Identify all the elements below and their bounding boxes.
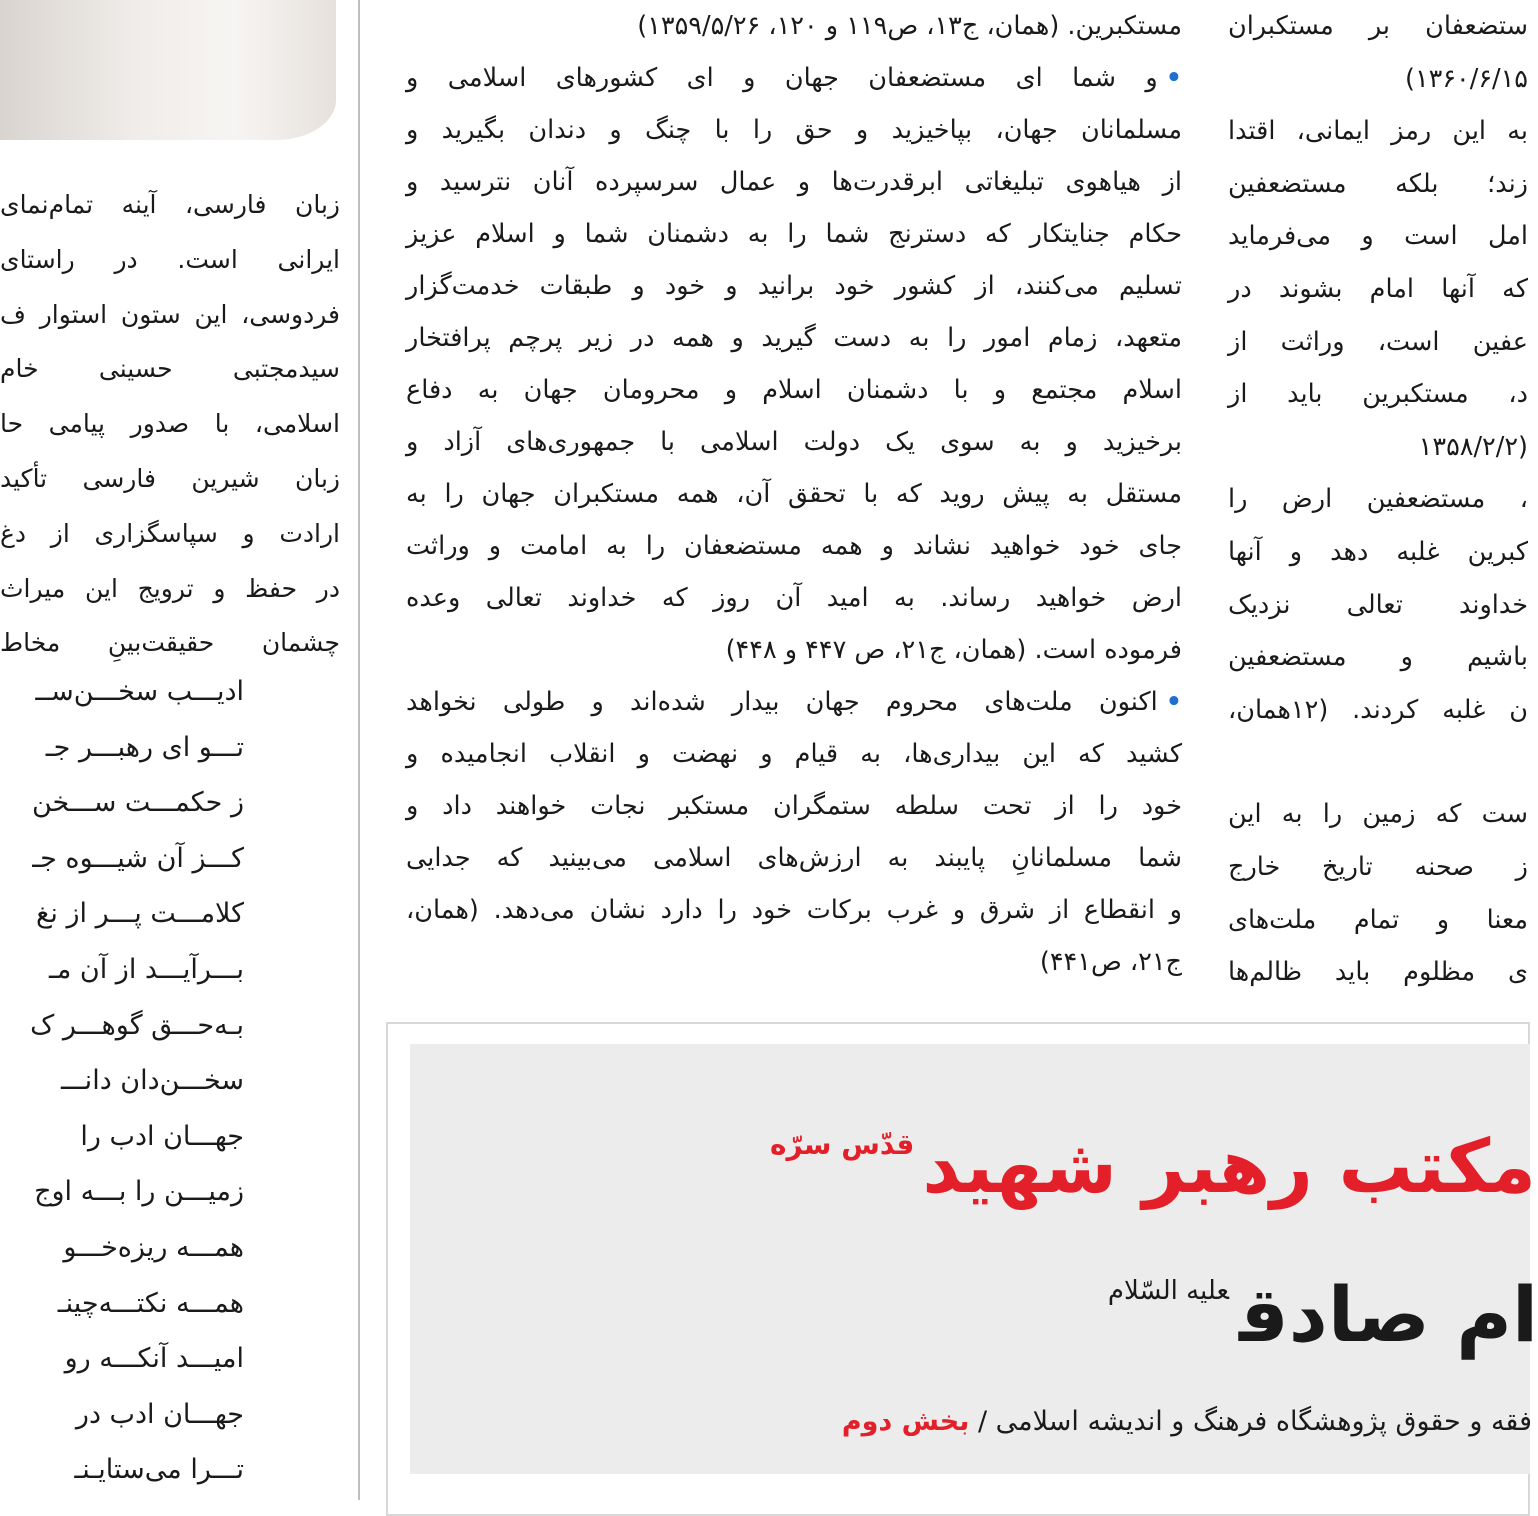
citation-line: فرموده است. (همان، ج۲۱، ص ۴۴۷ و ۴۴۸) xyxy=(725,635,1182,665)
poem-line: تـــرا می‌ستایـنـ xyxy=(74,1454,244,1486)
left-prose-line: سیدمجتبی حسینی خام xyxy=(0,354,340,384)
paragraph-line xyxy=(406,52,1182,104)
article-banner xyxy=(386,1022,1538,1516)
poem-line: ز حکمـــت ســـخن xyxy=(32,787,244,819)
paragraph-line: از هیاهوی تبلیغاتی ابرقدرت‌ها و عمال سرسپرده آنان نترسید و xyxy=(406,167,1182,197)
paragraph-line: تسلیم می‌کنند، از کشور خود برانید و خود و طبقات خدمت‌گزار xyxy=(406,271,1182,301)
paragraph-line: د، مستکبرین باید از xyxy=(1228,379,1528,410)
left-article-prose xyxy=(0,178,340,671)
left-prose-line: زبان فارسی، آینه تمام‌نمای xyxy=(0,190,340,219)
byline xyxy=(842,1406,1532,1437)
portrait-photo-fragment xyxy=(0,0,336,140)
column-divider xyxy=(358,0,360,1500)
left-prose-line: ایرانی است. در راستای xyxy=(0,244,340,274)
paragraph-line: اسلام مجتمع و با دشمنان اسلام و محرومان جهان به دفاع xyxy=(406,375,1182,405)
paragraph-line: عفین است، وراثت از xyxy=(1228,326,1528,357)
right-article-column xyxy=(1228,0,1528,999)
paragraph-line: زند؛ بلکه مستضعفین xyxy=(1228,168,1528,199)
paragraph-line: که آنها امام بشوند در xyxy=(1228,273,1528,304)
paragraph-text: و شما ای مستضعفان جهان و ای کشورهای اسلامی و xyxy=(406,63,1158,93)
poem-line: کـــز آن شیـــوه جـ xyxy=(32,842,244,874)
article-title xyxy=(1108,1270,1538,1359)
paragraph-line: برخیزید و به سوی یک دولت اسلامی با جمهوری‌های آزاد و xyxy=(406,427,1182,457)
poem-line: امیـــد آنکـــه رو xyxy=(64,1343,244,1375)
paragraph-line xyxy=(406,676,1182,728)
paragraph-line: به این رمز ایمانی، اقتدا xyxy=(1228,116,1528,147)
left-prose-line: اسلامی، با صدور پیامی حا xyxy=(0,409,340,439)
paragraph-line: متعهد، زمام امور را به دست گیرید و همه در زیر پرچم پرافتخار xyxy=(406,323,1182,353)
banner-panel xyxy=(410,1044,1538,1474)
poem-line: تـــو ای رهبـــر جـ xyxy=(45,731,244,763)
paragraph-line: باشیم و مستضعفین xyxy=(1228,642,1528,673)
byline-text: فقه و حقوق پژوهشگاه فرهنگ و اندیشه اسلامی / xyxy=(969,1406,1532,1437)
poem-line: جهـــان ادب در xyxy=(75,1398,244,1430)
paragraph-line: ارض خواهید رساند. به امید آن روز که خداوند تعالی وعده xyxy=(406,583,1182,613)
poem-line: ادیـــب سخـــن‌ســ xyxy=(35,676,244,707)
bullet-icon: • xyxy=(1165,687,1182,717)
paragraph-line: ، مستضعفین ارض را xyxy=(1228,484,1528,515)
poem-line: همـــه ریزه‌خـــو xyxy=(63,1231,244,1263)
citation-line: ج۲۱، ص۴۴۱) xyxy=(1039,947,1182,977)
paragraph-line: مسلمانان جهان، بپاخیزید و حق را با چنگ و دندان بگیرید و xyxy=(406,115,1182,145)
paragraph-line: ست که زمین را به این xyxy=(1228,799,1528,830)
middle-article-column xyxy=(406,0,1182,988)
paragraph-line: کشید که این بیداری‌ها، به قیام و نهضت و انقلاب انجامیده و xyxy=(406,739,1182,769)
paragraph-line: ستضعفان بر مستکبران xyxy=(1228,11,1528,41)
paragraph-line: خداوند تعالی نزدیک xyxy=(1228,589,1528,620)
citation-line: ۱۳۶۰/۶/۱۵) xyxy=(1404,63,1528,94)
poem-line: سخـــن‌دان دانـــ xyxy=(60,1065,244,1097)
series-part-label: بخش دوم xyxy=(841,1406,970,1437)
citation-line: مستکبرین. (همان، ج۱۳، ص۱۱۹ و ۱۲۰، ۱۳۵۹/۵/۲۶) xyxy=(637,11,1182,41)
paragraph-line: حکام جنایتکار که دسترنج شما را به دشمنان شما و اسلام عزیز xyxy=(406,219,1182,249)
paragraph-text: اکنون ملت‌های محروم جهان بیدار شده‌اند و طولی نخواهد xyxy=(406,687,1158,717)
paragraph-gap xyxy=(1228,736,1528,788)
citation-line: (۱۳۵۸/۲/۲ xyxy=(1418,431,1528,462)
paragraph-line: جای خود خواهید نشاند و همه مستضعفان را به امامت و وراثت xyxy=(406,531,1182,561)
left-prose-line: فردوسی، این ستون استوار ف xyxy=(0,299,340,329)
paragraph-line: ی مظلوم باید ظالم‌ها xyxy=(1228,957,1528,988)
poem-line: کلامـــت پـــر از نغ xyxy=(36,898,244,930)
poem-line: جهـــان ادب را xyxy=(80,1120,244,1152)
article-honorific: علیه السّلام xyxy=(1107,1276,1230,1306)
paragraph-line: خود را از تحت سلطه ستمگران مستکبر نجات خواهند داد و xyxy=(406,791,1182,821)
left-prose-line: زبان شیرین فارسی تأکید xyxy=(0,463,340,493)
poem-line: زمیـــن را بـــه اوج xyxy=(34,1176,244,1208)
paragraph-line: شما مسلمانانِ پایبند به ارزش‌های اسلامی می‌بینید که جدایی xyxy=(406,843,1182,873)
left-prose-line: چشمان حقیقت‌بینِ مخاط xyxy=(0,628,340,658)
left-prose-line: ارادت و سپاسگزاری از دغ xyxy=(0,518,340,548)
paragraph-line: و انقطاع از شرق و غرب برکات خود را دارد نشان می‌دهد. (همان، xyxy=(406,895,1182,925)
series-title-text: مکتب رهبر شهید xyxy=(922,1124,1536,1210)
paragraph-line: ز صحنه تاریخ خارج xyxy=(1228,851,1528,882)
left-prose-line: در حفظ و ترویج این میراث xyxy=(0,573,340,603)
series-honorific: قدّس سرّه xyxy=(769,1128,915,1161)
paragraph-line: معنا و تمام ملت‌های xyxy=(1228,904,1528,935)
poem-line: بـــرآیـــد از آن مـ xyxy=(48,953,244,985)
left-article-column xyxy=(0,178,340,671)
paragraph-line: کبرین غلبه دهد و آنها xyxy=(1228,536,1528,567)
poem-line: همـــه نکتـــه‌چینـ xyxy=(57,1287,244,1319)
paragraph-line: مستقل به پیش روید که با تحقق آن، همه مستکبران جهان را به xyxy=(406,479,1182,509)
bullet-icon: • xyxy=(1165,63,1182,93)
article-title-text: ام صادق xyxy=(1239,1270,1538,1359)
paragraph-line: ن غلبه کردند. (۱۲همان، xyxy=(1228,694,1528,725)
poem-verses xyxy=(0,664,244,1498)
poem-line: بـه‌حـــق گوهـــر ک xyxy=(30,1009,244,1041)
series-title xyxy=(770,1124,1536,1210)
paragraph-line: امل است و می‌فرماید xyxy=(1228,221,1528,252)
